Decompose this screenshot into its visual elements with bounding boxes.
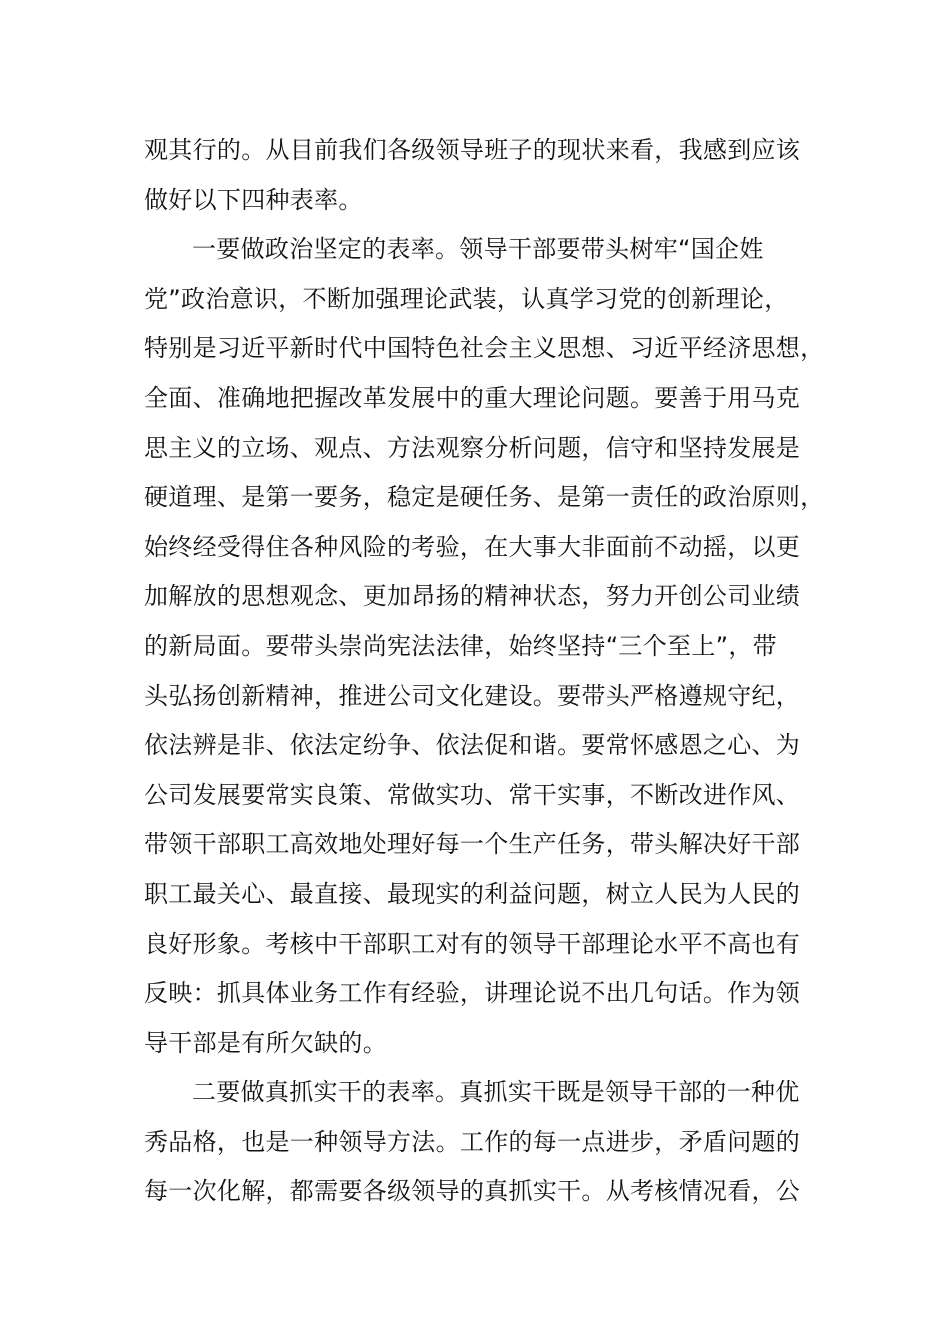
paragraph-first-line: 二要做真抓实干的表率。真抓实干既是领导干部的一种优 — [192, 1078, 800, 1107]
text-line: 良好形象。考核中干部职工对有的领导干部理论水平不高也有 — [144, 929, 801, 958]
text-line: 的新局面。要带头崇尚宪法法律，始终坚持“三个至上”，带 — [144, 631, 777, 660]
text-line: 做好以下四种表率。 — [144, 185, 363, 214]
paragraph-first-line: 一要做政治坚定的表率。领导干部要带头树牢“国企姓 — [192, 235, 764, 264]
text-line: 加解放的思想观念、更加昂扬的精神状态，努力开创公司业绩 — [144, 582, 801, 611]
text-line: 观其行的。从目前我们各级领导班子的现状来看，我感到应该 — [144, 136, 801, 164]
text-line: 全面、准确地把握改革发展中的重大理论问题。要善于用马克 — [144, 383, 801, 412]
text-line: 带领干部职工高效地处理好每一个生产任务，带头解决好干部 — [144, 830, 801, 859]
text-line: 导干部是有所欠缺的。 — [144, 1028, 387, 1057]
text-line: 公司发展要常实良策、常做实功、常干实事，不断改进作风、 — [144, 780, 801, 809]
text-line: 头弘扬创新精神，推进公司文化建设。要带头严格遵规守纪， — [144, 681, 801, 710]
document-body — [144, 126, 824, 1217]
text-line: 始终经受得住各种风险的考验，在大事大非面前不动摇，以更 — [144, 532, 801, 561]
text-line: 秀品格，也是一种领导方法。工作的每一点进步，矛盾问题的 — [144, 1127, 801, 1156]
text-line: 职工最关心、最直接、最现实的利益问题，树立人民为人民的 — [144, 879, 801, 908]
text-line: 思主义的立场、观点、方法观察分析问题，信守和坚持发展是 — [144, 433, 801, 462]
text-line: 每一次化解，都需要各级领导的真抓实干。从考核情况看，公 — [144, 1177, 801, 1206]
text-line: 党”政治意识，不断加强理论武装，认真学习党的创新理论， — [144, 284, 789, 313]
text-line: 特别是习近平新时代中国特色社会主义思想、习近平经济思想， — [144, 334, 825, 363]
text-line: 反映：抓具体业务工作有经验，讲理论说不出几句话。作为领 — [144, 979, 801, 1008]
text-line: 硬道理、是第一要务，稳定是硬任务、是第一责任的政治原则， — [144, 483, 825, 512]
text-line: 依法辨是非、依法定纷争、依法促和谐。要常怀感恩之心、为 — [144, 731, 801, 760]
